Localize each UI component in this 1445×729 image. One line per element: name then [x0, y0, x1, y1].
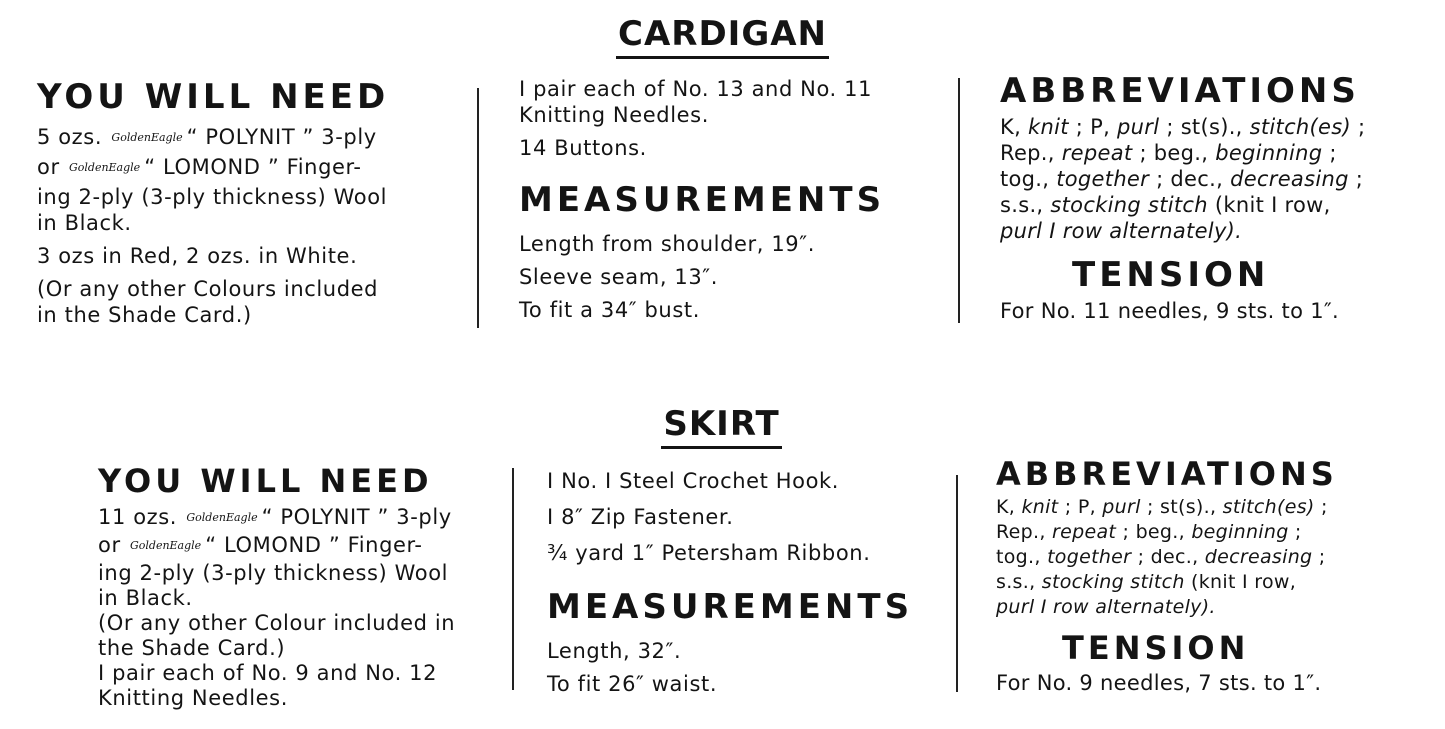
measurement-line: Length, 32″.: [547, 639, 682, 663]
cardigan-title-text: CARDIGAN: [616, 14, 829, 59]
abbreviation-line: tog., together ; dec., decreasing ;: [1000, 167, 1364, 191]
measurements-heading: MEASUREMENTS: [547, 587, 914, 627]
need-line: (Or any other Colours included: [37, 277, 379, 301]
column-divider: [477, 88, 479, 328]
abbreviation-line: Rep., repeat ; beg., beginning ;: [996, 521, 1302, 543]
skirt-abbreviations: [996, 455, 1416, 696]
skirt-you-will-need: [98, 462, 498, 711]
abbreviation-line: K, knit ; P, purl ; st(s)., stitch(es) ;: [1000, 115, 1366, 139]
need-line: or GoldenEagle “ LOMOND ” Finger-: [98, 533, 423, 557]
need-line: 3 ozs in Red, 2 ozs. in White.: [37, 244, 358, 268]
cardigan-you-will-need: [37, 77, 457, 328]
golden-eagle-logo: GoldenEagle: [111, 131, 183, 144]
supplies-line: I 8″ Zip Fastener.: [547, 505, 734, 529]
measurement-line: To fit a 34″ bust.: [519, 298, 700, 322]
need-line: ing 2-ply (3-ply thickness) Wool: [37, 185, 388, 209]
need-line: in the Shade Card.): [37, 303, 252, 327]
skirt-title: [0, 404, 1445, 449]
supplies-line: Knitting Needles.: [519, 103, 709, 127]
abbreviation-line: Rep., repeat ; beg., beginning ;: [1000, 141, 1337, 165]
measurement-line: Sleeve seam, 13″.: [519, 265, 719, 289]
tension-line: For No. 11 needles, 9 sts. to 1″.: [1000, 299, 1339, 323]
need-line: or GoldenEagle “ LOMOND ” Finger-: [37, 155, 362, 179]
tension-heading: TENSION: [1072, 255, 1270, 295]
abbreviation-line: K, knit ; P, purl ; st(s)., stitch(es) ;: [996, 496, 1328, 518]
abbreviations-heading: ABBREVIATIONS: [1000, 71, 1360, 111]
measurements-heading: MEASUREMENTS: [519, 180, 886, 220]
supplies-line: ¾ yard 1″ Petersham Ribbon.: [547, 541, 871, 565]
skirt-supplies-measurements: [547, 461, 947, 697]
column-divider: [958, 78, 960, 323]
abbreviation-line: s.s., stocking stitch (knit I row,: [1000, 193, 1331, 217]
golden-eagle-logo: GoldenEagle: [186, 511, 258, 524]
need-line: in Black.: [37, 211, 132, 235]
measurement-line: To fit 26″ waist.: [547, 672, 718, 696]
need-line: ing 2-ply (3-ply thickness) Wool: [98, 561, 449, 585]
need-line: 5 ozs. GoldenEagle “ POLYNIT ” 3-ply: [37, 125, 377, 149]
golden-eagle-logo: GoldenEagle: [129, 539, 202, 552]
cardigan-needles-measurements: [519, 76, 939, 323]
measurement-line: Length from shoulder, 19″.: [519, 232, 815, 256]
abbreviation-line: purl I row alternately).: [1000, 219, 1243, 243]
golden-eagle-logo: GoldenEagle: [68, 161, 141, 174]
need-line: (Or any other Colour included in: [98, 611, 456, 635]
abbreviation-line: s.s., stocking stitch (knit I row,: [996, 571, 1297, 593]
need-line: Knitting Needles.: [98, 686, 288, 710]
need-line: in Black.: [98, 586, 193, 610]
need-line: 11 ozs. GoldenEagle “ POLYNIT ” 3-ply: [98, 505, 452, 529]
column-divider: [956, 475, 958, 692]
abbreviation-line: tog., together ; dec., decreasing ;: [996, 546, 1326, 568]
need-line: the Shade Card.): [98, 636, 286, 660]
need-line: I pair each of No. 9 and No. 12: [98, 661, 438, 685]
cardigan-abbreviations: [1000, 71, 1420, 324]
supplies-line: I No. I Steel Crochet Hook.: [547, 469, 840, 493]
abbreviation-line: purl I row alternately).: [996, 596, 1216, 618]
supplies-line: 14 Buttons.: [519, 136, 647, 160]
you-will-need-heading: YOU WILL NEED: [98, 462, 433, 500]
cardigan-title: [0, 14, 1445, 59]
supplies-line: I pair each of No. 13 and No. 11: [519, 77, 873, 101]
you-will-need-heading: YOU WILL NEED: [37, 77, 390, 117]
tension-heading: TENSION: [1062, 629, 1250, 667]
column-divider: [512, 468, 514, 690]
skirt-title-text: SKIRT: [661, 404, 781, 449]
abbreviations-heading: ABBREVIATIONS: [996, 455, 1338, 493]
tension-line: For No. 9 needles, 7 sts. to 1″.: [996, 671, 1322, 695]
